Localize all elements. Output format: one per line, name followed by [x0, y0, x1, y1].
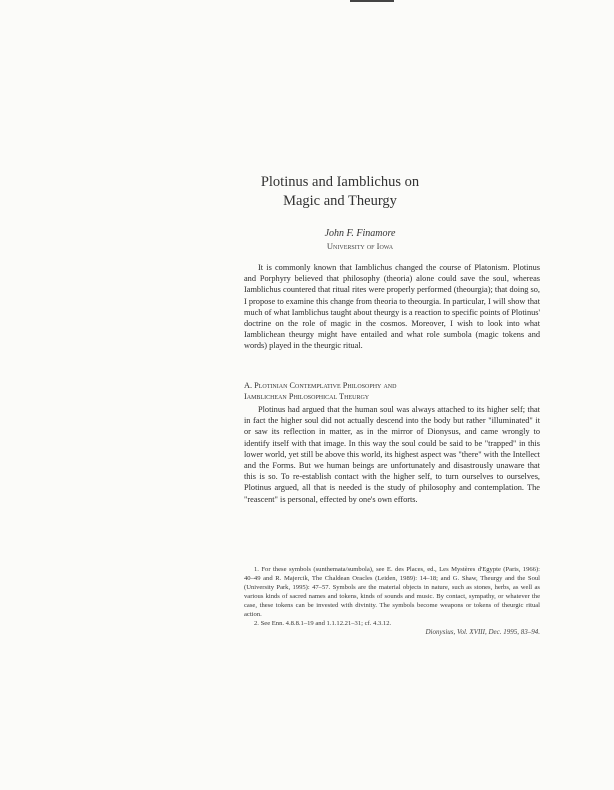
article-title: [250, 173, 430, 211]
section-heading-line-1: A. Plotinian Contemplative Philosophy and: [244, 381, 397, 390]
journal-footer: Dionysius, Vol. XVIII, Dec. 1995, 83–94.: [425, 628, 540, 636]
title-line-1: Plotinus and Iamblichus on: [260, 174, 420, 190]
author-affiliation: University of Iowa: [326, 241, 394, 251]
intro-paragraph: It is commonly known that Iamblichus changed the course of Platonism. Plotinus and Porphyry believed that philosophy (theoria) alone could save the soul, whereas Iamblichus countered that ritual rites were properly performed (theourgia); that doing so, I propose to examine this change from theoria to theourgia. In particular, I will show that much of what Iamblichus taught about theurgy is a reaction to specific points of Plotinus' doctrine on the role of magic in the cosmos. Moreover, I wish to look into what Iamblichean theurgy might have entailed and what role sumbola (magic tokens and words) played in the theurgic ritual.: [244, 263, 540, 351]
footnote-1: 1. For these symbols (sunthemata/sumbola), see E. des Places, ed., Les Mystères d'Egypte (Paris, 1966): 40–49 and R. Majercik, The Chaldean Oracles (Leiden, 1989): 14–18; and G. Shaw, Theurgy and the Soul (University Park, 1995): 47–57. Symbols are the material objects in nature, such as stones, herbs, as well as various kinds of sacred names and tokens, kinds of sounds and music. By contact, sympathy, or whatever the case, these tokens can be invested with divinity. The symbols become weapons or tokens of theurgic ritual action.: [244, 566, 540, 618]
scan-mark: [350, 0, 394, 2]
title-line-2: Magic and Theurgy: [283, 193, 397, 209]
body-paragraph: Plotinus had argued that the human soul was always attached to its higher self; that in fact the higher soul did not actually descend into the body but rather "illuminated" it or saw its reflection in matter, as in the mirror of Dionysus, and came wrongly to identify itself with that image. In this way the soul could be said to be "trapped" in this lower world, yet still be above this world, its highest aspect was "there" with the Intellect and the Forms. But we human beings are unfortunately and disastrously unaware that this is so. To re-establish contact with the higher self, to turn ourselves to ourselves, Plotinus argued, all that is needed is the study of philosophy and contemplation. The "reascent" is personal, effected by one's own efforts.: [244, 405, 540, 504]
section-heading: [244, 380, 540, 402]
footnote-2: 2. See Enn. 4.8.8.1–19 and 1.1.12.21–31; cf. 4.3.12.: [254, 620, 392, 627]
footnotes: [244, 565, 540, 628]
section-heading-line-2: Iamblichean Philosophical Theurgy: [244, 392, 370, 402]
author-name: John F. Finamore: [324, 228, 396, 239]
